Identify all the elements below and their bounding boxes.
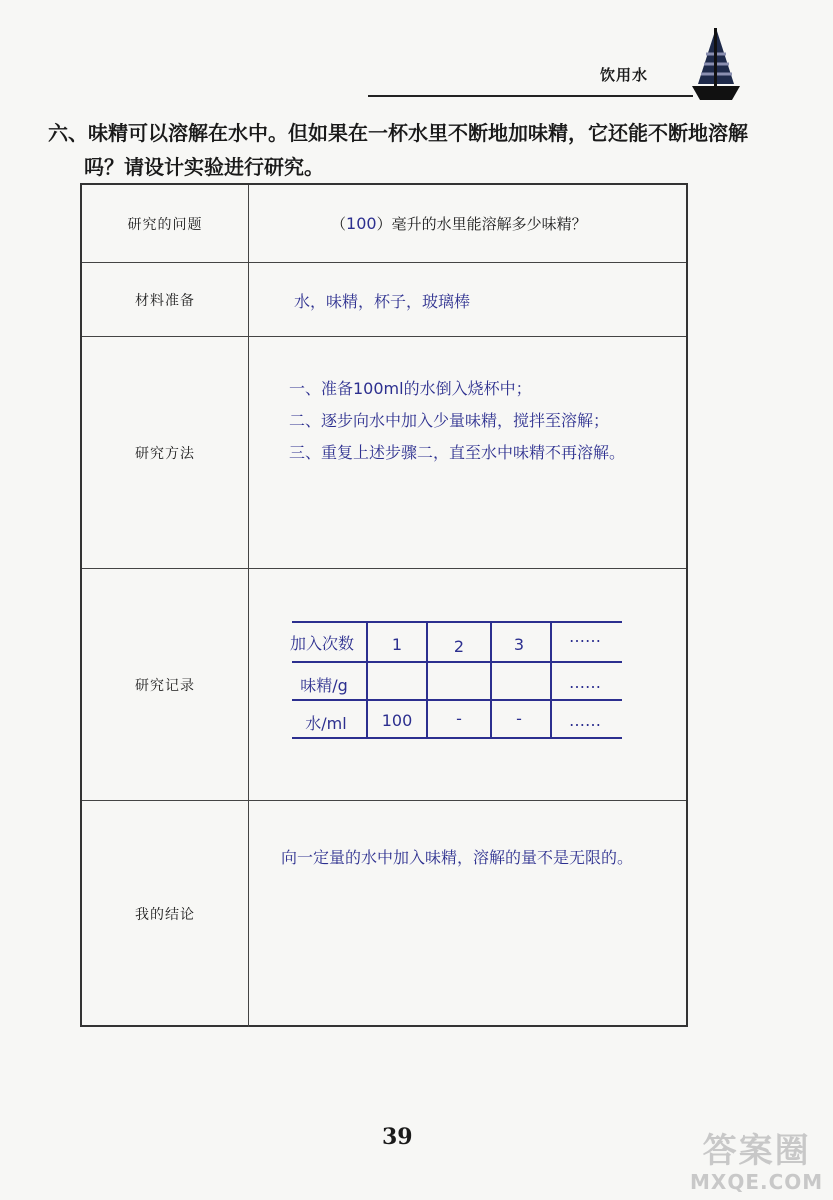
page-number: 39 [382, 1124, 413, 1150]
conclusion-text: 向一定量的水中加入味精，溶解的量不是无限的。 [281, 848, 634, 867]
row-conclusion [82, 801, 686, 1027]
method-step-3: 三、重复上述步骤二，直至水中味精不再溶解。 [289, 443, 626, 462]
cell-research-question [249, 185, 686, 262]
question-text [48, 116, 748, 184]
record-table [289, 621, 622, 739]
record-times-1: 1 [391, 635, 403, 654]
row-research-question [82, 185, 686, 263]
record-water-1: 100 [381, 711, 413, 730]
record-times-more: …… [569, 627, 601, 646]
label-research-question: 研究的问题 [82, 185, 249, 262]
row-methods [82, 337, 686, 569]
label-record: 研究记录 [82, 569, 249, 800]
sailboat-icon [688, 24, 744, 106]
header-rule [368, 95, 693, 97]
cell-materials [249, 263, 686, 336]
method-step-2: 二、逐步向水中加入少量味精，搅拌至溶解； [289, 411, 610, 430]
method-step-1: 一、准备100ml的水倒入烧杯中； [289, 379, 532, 398]
watermark [690, 1132, 823, 1194]
record-times-3: 3 [513, 635, 525, 654]
watermark-logo: 答案圈 [702, 1131, 811, 1171]
label-conclusion: 我的结论 [82, 801, 249, 1027]
label-materials: 材料准备 [82, 263, 249, 336]
materials-text: 水，味精，杯子，玻璃棒 [294, 292, 471, 311]
record-water-3: - [516, 709, 522, 728]
cell-conclusion [249, 801, 686, 1027]
chapter-title: 饮用水 [600, 66, 649, 84]
record-msg-more: …… [569, 673, 601, 692]
record-times-2: 2 [453, 637, 465, 656]
record-header-times: 加入次数 [289, 634, 354, 653]
record-header-msg: 味精/g [300, 676, 348, 695]
label-methods: 研究方法 [82, 337, 249, 568]
watermark-url: MXQE.COM [690, 1170, 824, 1194]
methods-list [289, 373, 625, 469]
research-question-text: （100）毫升的水里能溶解多少味精？ [331, 214, 587, 233]
record-header-water: 水/ml [305, 714, 347, 733]
row-record [82, 569, 686, 801]
experiment-form [80, 183, 688, 1027]
cell-methods [249, 337, 686, 568]
record-water-more: …… [569, 711, 601, 730]
question-line-2: 吗？请设计实验进行研究。 [84, 155, 324, 179]
question-line-1: 六、味精可以溶解在水中。但如果在一杯水里不断地加味精，它还能不断地溶解 [48, 121, 748, 145]
research-question-fill: 100 [346, 214, 377, 233]
cell-record [249, 569, 686, 800]
row-materials [82, 263, 686, 337]
record-water-2: - [456, 709, 462, 728]
